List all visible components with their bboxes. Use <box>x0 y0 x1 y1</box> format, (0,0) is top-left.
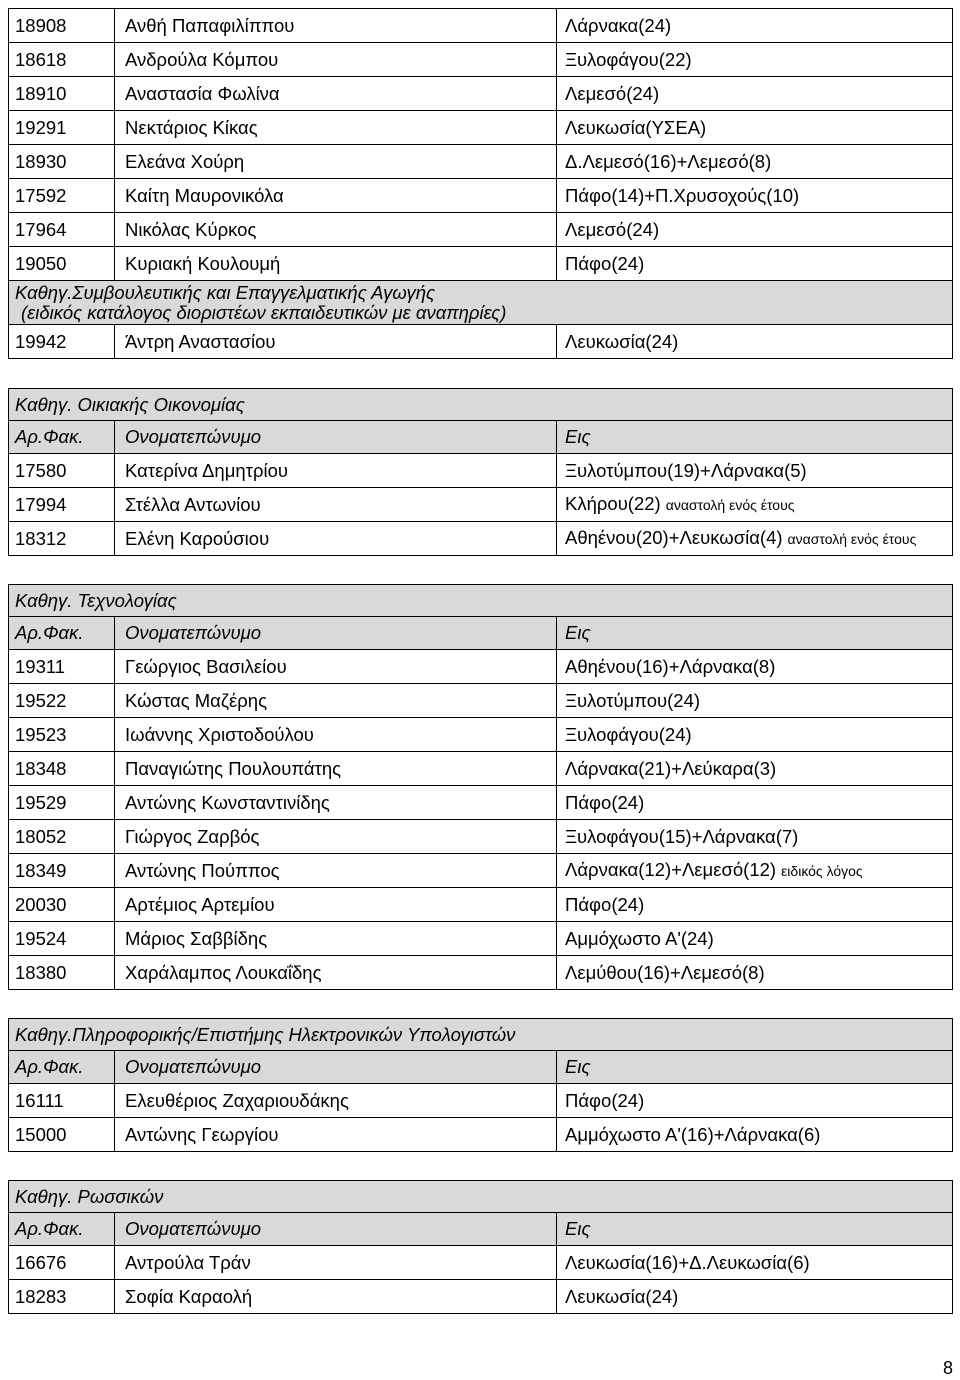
full-name-cell <box>115 77 557 111</box>
destination-cell <box>557 43 953 77</box>
section-title-row <box>9 281 953 325</box>
full-name-cell <box>115 43 557 77</box>
full-name-text: Νικόλας Κύρκος <box>125 218 257 240</box>
destination-cell <box>557 9 953 43</box>
destination-cell <box>557 179 953 213</box>
file-number-cell <box>9 111 115 145</box>
section-rows <box>9 650 953 990</box>
full-name-text: Νεκτάριος Κίκας <box>125 116 258 138</box>
file-number-text: 19942 <box>15 330 67 352</box>
file-number-text: 18930 <box>15 150 67 172</box>
file-number-cell <box>9 325 115 359</box>
destination-cell <box>557 718 953 752</box>
continuation-table <box>8 8 953 359</box>
destination-text: Κλήρου(22) <box>565 493 661 514</box>
file-number-text: 19529 <box>15 791 67 813</box>
file-number-cell <box>9 1118 115 1152</box>
table-row <box>9 718 953 752</box>
section-title-row <box>9 1181 953 1213</box>
table-row <box>9 820 953 854</box>
section-title: Καθηγ.Πληροφορικής/Επιστήμης Ηλεκτρονικών Υπολογιστών <box>9 1019 953 1051</box>
destination-note: αναστολή ενός έτους <box>787 531 917 547</box>
column-header-row <box>9 1213 953 1246</box>
file-number-cell <box>9 820 115 854</box>
full-name-text: Αντώνης Κωνσταντινίδης <box>125 791 330 813</box>
destination-text: Ξυλοφάγου(22) <box>565 48 692 70</box>
full-name-cell <box>115 325 557 359</box>
header-destination: Εις <box>557 617 953 650</box>
file-number-text: 18349 <box>15 859 67 881</box>
full-name-cell <box>115 718 557 752</box>
file-number-text: 18283 <box>15 1285 67 1307</box>
table-row <box>9 77 953 111</box>
file-number-text: 18348 <box>15 757 67 779</box>
table-row <box>9 43 953 77</box>
destination-cell <box>557 956 953 990</box>
table-row <box>9 752 953 786</box>
full-name-text: Ιωάννης Χριστοδούλου <box>125 723 314 745</box>
table-row <box>9 247 953 281</box>
file-number-text: 19050 <box>15 252 67 274</box>
full-name-text: Ανθή Παπαφιλίππου <box>125 14 295 36</box>
destination-text: Δ.Λεμεσό(16)+Λεμεσό(8) <box>565 150 772 172</box>
file-number-text: 18908 <box>15 14 67 36</box>
header-destination: Εις <box>557 1213 953 1246</box>
full-name-text: Στέλλα Αντωνίου <box>125 493 261 515</box>
file-number-text: 19522 <box>15 689 67 711</box>
file-number-cell <box>9 786 115 820</box>
destination-cell <box>557 888 953 922</box>
counseling-rows <box>9 325 953 359</box>
full-name-text: Αναστασία Φωλίνα <box>125 82 280 104</box>
file-number-cell <box>9 956 115 990</box>
full-name-text: Μάριος Σαββίδης <box>125 927 268 949</box>
full-name-cell <box>115 247 557 281</box>
table-row <box>9 145 953 179</box>
file-number-cell <box>9 488 115 522</box>
full-name-text: Κατερίνα Δημητρίου <box>125 459 289 481</box>
full-name-text: Αντώνης Πούππος <box>125 859 280 881</box>
table-row <box>9 1084 953 1118</box>
table-row <box>9 9 953 43</box>
full-name-text: Σοφία Καραολή <box>125 1285 253 1307</box>
destination-text: Λεμεσό(24) <box>565 82 660 104</box>
destination-cell <box>557 684 953 718</box>
full-name-text: Αρτέμιος Αρτεμίου <box>125 893 275 915</box>
destination-text: Λευκωσία(24) <box>565 1285 679 1307</box>
full-name-cell <box>115 213 557 247</box>
full-name-cell <box>115 9 557 43</box>
destination-cell <box>557 922 953 956</box>
full-name-cell <box>115 922 557 956</box>
file-number-cell <box>9 1084 115 1118</box>
full-name-cell <box>115 488 557 522</box>
table-row <box>9 522 953 556</box>
destination-cell <box>557 752 953 786</box>
destination-text: Λευκωσία(ΥΣΕΑ) <box>565 116 707 138</box>
destination-note: αναστολή ενός έτους <box>665 497 795 513</box>
full-name-text: Κώστας Μαζέρης <box>125 689 268 711</box>
section-table-russian <box>8 1180 953 1314</box>
file-number-text: 15000 <box>15 1123 67 1145</box>
destination-cell <box>557 213 953 247</box>
file-number-cell <box>9 718 115 752</box>
full-name-text: Ανδρούλα Κόμπου <box>125 48 279 70</box>
file-number-cell <box>9 684 115 718</box>
file-number-text: 19523 <box>15 723 67 745</box>
section-rows <box>9 1084 953 1152</box>
destination-text: Πάφο(24) <box>565 252 645 274</box>
full-name-cell <box>115 650 557 684</box>
section-rows <box>9 454 953 556</box>
full-name-cell <box>115 145 557 179</box>
section-title-row <box>9 585 953 617</box>
full-name-text: Ελένη Καρούσιου <box>125 527 270 549</box>
file-number-text: 18380 <box>15 961 67 983</box>
full-name-cell <box>115 854 557 888</box>
table-row <box>9 488 953 522</box>
full-name-cell <box>115 1084 557 1118</box>
page-number: 8 <box>943 1358 954 1378</box>
file-number-cell <box>9 179 115 213</box>
column-header-row <box>9 421 953 454</box>
destination-cell <box>557 1084 953 1118</box>
destination-cell <box>557 145 953 179</box>
header-file-number: Αρ.Φακ. <box>9 421 115 454</box>
destination-cell <box>557 325 953 359</box>
full-name-text: Καίτη Μαυρονικόλα <box>125 184 284 206</box>
file-number-cell <box>9 922 115 956</box>
file-number-text: 18312 <box>15 527 67 549</box>
destination-text: Λευκωσία(16)+Δ.Λευκωσία(6) <box>565 1251 810 1273</box>
full-name-text: Γεώργιος Βασιλείου <box>125 655 287 677</box>
destination-text: Λευκωσία(24) <box>565 330 679 352</box>
full-name-text: Χαράλαμπος Λουκαΐδης <box>125 961 322 983</box>
destination-cell <box>557 650 953 684</box>
destination-cell <box>557 1246 953 1280</box>
section-rows <box>9 1246 953 1314</box>
destination-cell <box>557 1280 953 1314</box>
full-name-text: Ελευθέριος Ζαχαριουδάκης <box>125 1089 349 1111</box>
file-number-cell <box>9 752 115 786</box>
file-number-cell <box>9 1280 115 1314</box>
file-number-cell <box>9 1246 115 1280</box>
file-number-cell <box>9 650 115 684</box>
file-number-text: 17580 <box>15 459 67 481</box>
table-row <box>9 454 953 488</box>
destination-text: Αθηένου(20)+Λευκωσία(4) <box>565 527 783 548</box>
file-number-text: 19524 <box>15 927 67 949</box>
continuation-rows <box>9 9 953 281</box>
header-full-name: Ονοματεπώνυμο <box>115 1051 557 1084</box>
section-table-technology <box>8 584 953 990</box>
file-number-text: 17592 <box>15 184 67 206</box>
destination-text: Ξυλοφάγου(24) <box>565 723 692 745</box>
table-row <box>9 213 953 247</box>
full-name-text: Αντρούλα Τράν <box>125 1251 251 1273</box>
header-file-number: Αρ.Φακ. <box>9 1051 115 1084</box>
file-number-text: 17964 <box>15 218 67 240</box>
file-number-text: 18618 <box>15 48 67 70</box>
file-number-cell <box>9 454 115 488</box>
table-row <box>9 854 953 888</box>
file-number-text: 17994 <box>15 493 67 515</box>
file-number-text: 16676 <box>15 1251 67 1273</box>
file-number-cell <box>9 888 115 922</box>
destination-cell <box>557 1118 953 1152</box>
file-number-cell <box>9 9 115 43</box>
table-row <box>9 786 953 820</box>
destination-text: Πάφο(24) <box>565 1089 645 1111</box>
header-full-name: Ονοματεπώνυμο <box>115 421 557 454</box>
destination-text: Λάρνακα(21)+Λεύκαρα(3) <box>565 757 777 779</box>
full-name-cell <box>115 1280 557 1314</box>
destination-cell <box>557 247 953 281</box>
column-header-row <box>9 1051 953 1084</box>
full-name-cell <box>115 820 557 854</box>
file-number-text: 19291 <box>15 116 67 138</box>
destination-text: Αμμόχωστο Α'(24) <box>565 927 714 949</box>
section-title: Καθηγ. Τεχνολογίας <box>9 585 953 617</box>
destination-text: Πάφο(24) <box>565 893 645 915</box>
full-name-cell <box>115 888 557 922</box>
full-name-text: Γιώργος Ζαρβός <box>125 825 260 847</box>
section-title: Καθηγ. Οικιακής Οικονομίας <box>9 389 953 421</box>
section-title-row <box>9 389 953 421</box>
section-table-informatics <box>8 1018 953 1152</box>
header-destination: Εις <box>557 421 953 454</box>
table-row <box>9 922 953 956</box>
file-number-text: 20030 <box>15 893 67 915</box>
file-number-text: 18910 <box>15 82 67 104</box>
section-title-row <box>9 1019 953 1051</box>
full-name-cell <box>115 752 557 786</box>
table-row <box>9 1246 953 1280</box>
destination-cell <box>557 454 953 488</box>
header-full-name: Ονοματεπώνυμο <box>115 617 557 650</box>
table-row <box>9 325 953 359</box>
destination-text: Λάρνακα(24) <box>565 14 672 36</box>
file-number-text: 16111 <box>15 1089 64 1111</box>
full-name-cell <box>115 1118 557 1152</box>
destination-text: Αμμόχωστο Α'(16)+Λάρνακα(6) <box>565 1123 821 1145</box>
full-name-text: Αντώνης Γεωργίου <box>125 1123 279 1145</box>
full-name-cell <box>115 684 557 718</box>
destination-cell <box>557 854 953 888</box>
destination-cell <box>557 77 953 111</box>
full-name-cell <box>115 111 557 145</box>
section-title-text: Καθηγ.Συμβουλευτικής και Επαγγελματικής Αγωγής <box>15 281 435 303</box>
section-subtitle-text: (ειδικός κατάλογος διοριστέων εκπαιδευτικών με αναπηρίες) <box>21 301 507 323</box>
full-name-cell <box>115 522 557 556</box>
table-row <box>9 111 953 145</box>
file-number-text: 18052 <box>15 825 67 847</box>
destination-text: Ξυλοτύμπου(19)+Λάρνακα(5) <box>565 459 807 481</box>
full-name-cell <box>115 454 557 488</box>
destination-note: ειδικός λόγος <box>781 863 863 879</box>
file-number-cell <box>9 77 115 111</box>
full-name-cell <box>115 179 557 213</box>
file-number-cell <box>9 213 115 247</box>
section-title <box>9 281 953 325</box>
destination-text: Ξυλοτύμπου(24) <box>565 689 701 711</box>
column-header-row <box>9 617 953 650</box>
destination-text: Πάφο(14)+Π.Χρυσοχούς(10) <box>565 184 800 206</box>
section-title: Καθηγ. Ρωσσικών <box>9 1181 953 1213</box>
table-row <box>9 1280 953 1314</box>
full-name-cell <box>115 1246 557 1280</box>
destination-text: Λεμεσό(24) <box>565 218 660 240</box>
table-row <box>9 179 953 213</box>
table-row <box>9 684 953 718</box>
destination-text: Λάρνακα(12)+Λεμεσό(12) <box>565 859 777 880</box>
destination-cell <box>557 820 953 854</box>
full-name-cell <box>115 956 557 990</box>
destination-text: Λεμύθου(16)+Λεμεσό(8) <box>565 961 765 983</box>
file-number-cell <box>9 43 115 77</box>
file-number-cell <box>9 522 115 556</box>
header-full-name: Ονοματεπώνυμο <box>115 1213 557 1246</box>
header-file-number: Αρ.Φακ. <box>9 617 115 650</box>
table-row <box>9 956 953 990</box>
full-name-text: Ελεάνα Χούρη <box>125 150 245 172</box>
destination-cell <box>557 111 953 145</box>
table-row <box>9 650 953 684</box>
table-row <box>9 1118 953 1152</box>
full-name-cell <box>115 786 557 820</box>
destination-cell <box>557 522 953 556</box>
file-number-text: 19311 <box>15 655 66 677</box>
file-number-cell <box>9 145 115 179</box>
section-table-home-economics <box>8 388 953 556</box>
file-number-cell <box>9 247 115 281</box>
file-number-cell <box>9 854 115 888</box>
table-row <box>9 888 953 922</box>
header-file-number: Αρ.Φακ. <box>9 1213 115 1246</box>
full-name-text: Κυριακή Κουλουμή <box>125 252 281 274</box>
header-destination: Εις <box>557 1051 953 1084</box>
destination-cell <box>557 488 953 522</box>
destination-text: Αθηένου(16)+Λάρνακα(8) <box>565 655 776 677</box>
destination-cell <box>557 786 953 820</box>
full-name-text: Παναγιώτης Πουλουπάτης <box>125 757 342 779</box>
full-name-text: Άντρη Αναστασίου <box>125 330 276 352</box>
destination-text: Πάφο(24) <box>565 791 645 813</box>
destination-text: Ξυλοφάγου(15)+Λάρνακα(7) <box>565 825 799 847</box>
